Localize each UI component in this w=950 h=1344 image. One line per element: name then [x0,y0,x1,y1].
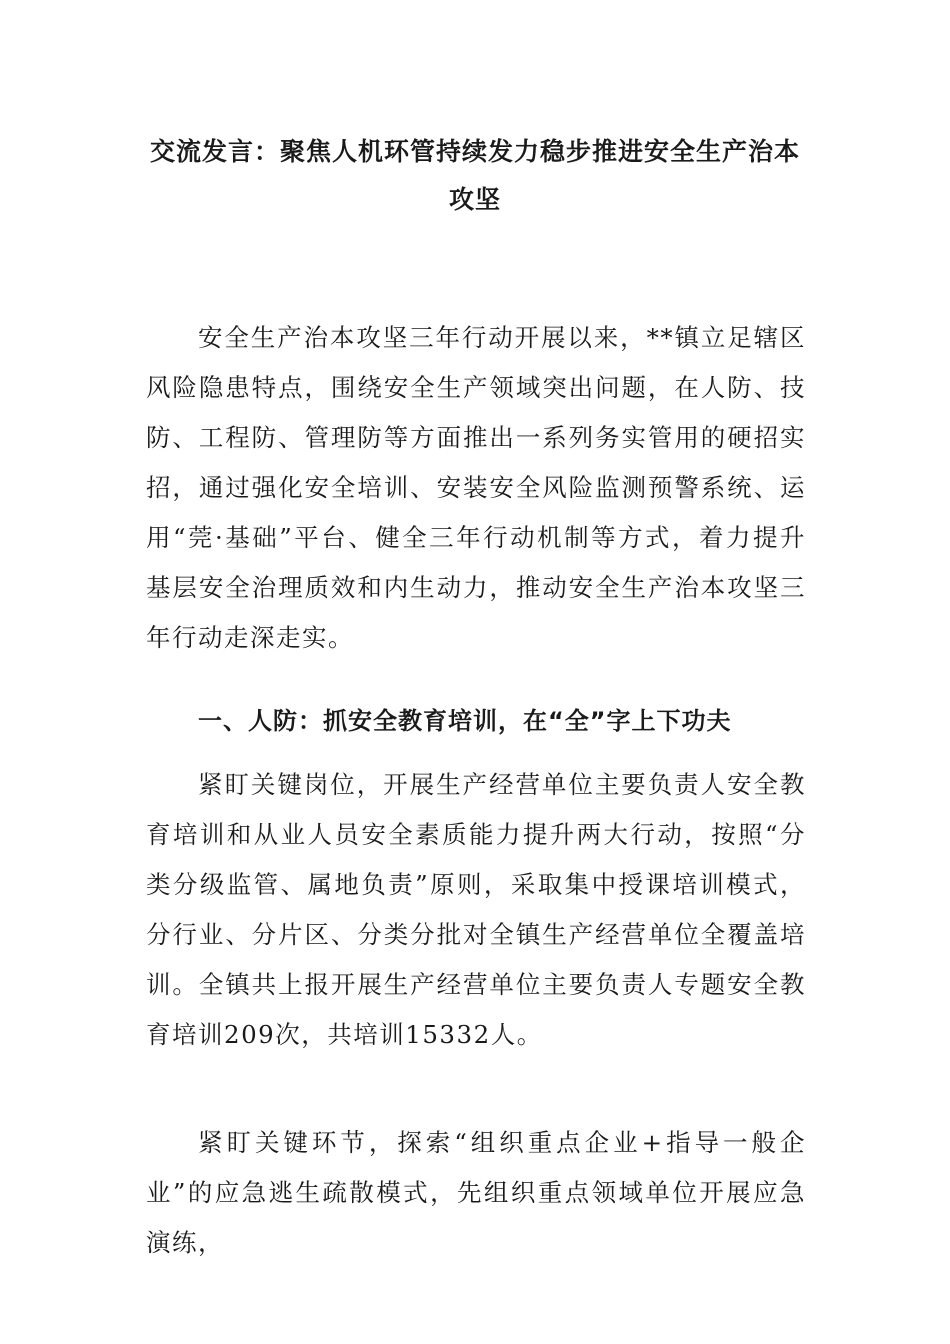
document-title: 交流发言：聚焦人机环管持续发力稳步推进安全生产治本攻坚 [149,137,800,214]
section1-paragraph-2: 紧盯关键环节，探索“组织重点企业+指导一般企业”的应急逃生疏散模式，先组织重点领域单位开展应急演练， [146,1128,806,1257]
section1-paragraph-1: 紧盯关键岗位，开展生产经营单位主要负责人安全教育培训和从业人员安全素质能力提升两大行动，按照“分类分级监管、属地负责”原则，采取集中授课培训模式，分行业、分片区、分类分批对全镇生产经营单位全覆盖培训。全镇共上报开展生产经营单位主要负责人专题安全教育培训209次，共培训15332人。 [146,770,806,1049]
section-heading-1: 一、人防：抓安全教育培训，在“全”字上下功夫 [198,707,732,735]
intro-paragraph: 安全生产治本攻坚三年行动开展以来，**镇立足辖区风险隐患特点，围绕安全生产领域突出问题，在人防、技防、工程防、管理防等方面推出一系列务实管用的硬招实招，通过强化安全培训、安装安全风险监测预警系统、运用“莞·基础”平台、健全三年行动机制等方式，着力提升基层安全治理质效和内生动力，推动安全生产治本攻坚三年行动走深走实。 [146,323,806,652]
